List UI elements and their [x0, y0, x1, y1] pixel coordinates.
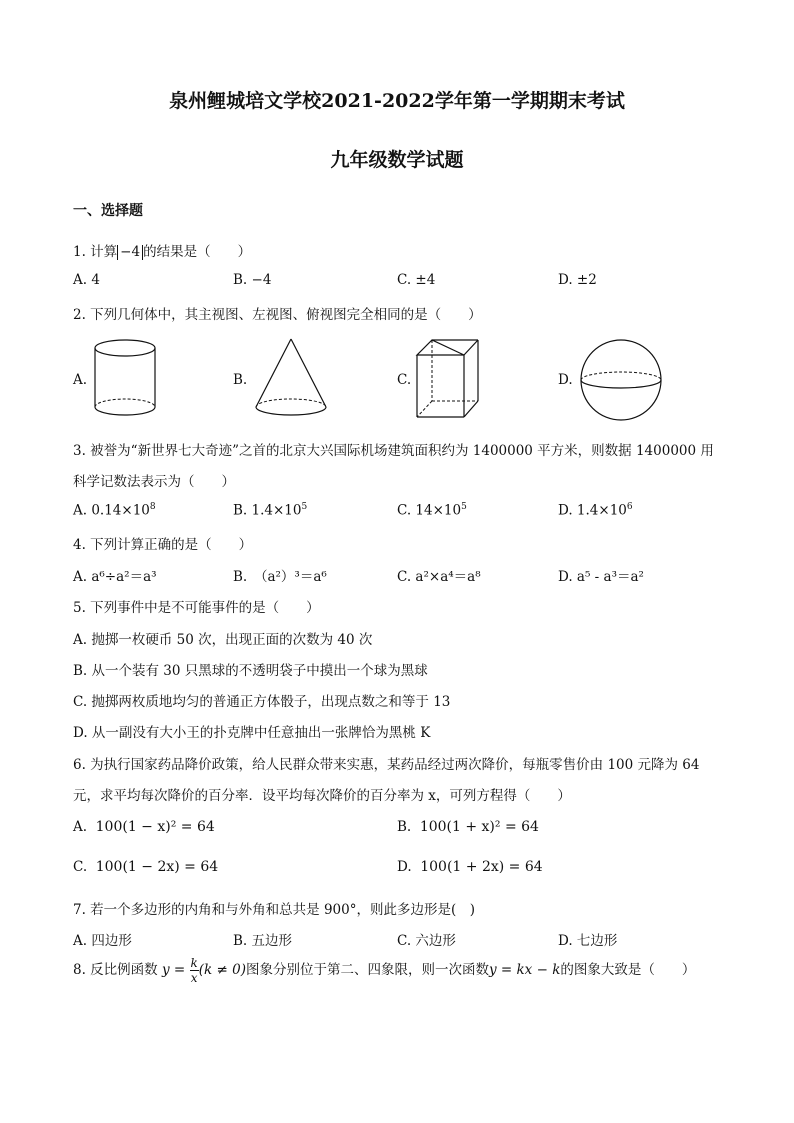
q3-option-d-text: D. 1.4×10 [558, 502, 627, 519]
absolute-value-expression: −4 [117, 245, 143, 260]
q2-option-a-label: A. [73, 372, 88, 388]
q6-option-d-label: D. [397, 859, 412, 875]
sphere-icon [578, 337, 664, 423]
q1-option-c: C. ±4 [397, 272, 436, 288]
question-4: 4. 下列计算正确的是（ ） [73, 537, 253, 553]
question-1-prefix: 1. 计算 [73, 244, 118, 260]
q6-option-a-equation: 100(1 − x)² = 64 [95, 819, 215, 835]
q3-option-b-exponent: 5 [301, 502, 308, 512]
q5-option-c: C. 抛掷两枚质地均匀的普通正方体骰子，出现点数之和等于 13 [73, 694, 451, 710]
q7-option-c: C. 六边形 [397, 933, 456, 949]
q5-option-b: B. 从一个装有 30 只黑球的不透明袋子中摸出一个球为黑球 [73, 663, 428, 679]
q3-option-a [73, 502, 156, 519]
q4-option-a: A. a⁶÷a²＝a³ [73, 569, 157, 585]
question-8-suffix: 的图象大致是（ ） [560, 962, 696, 978]
fraction-k-over-x [190, 956, 199, 985]
q6-option-b-equation: 100(1 + x)² = 64 [419, 819, 539, 835]
question-6-line-2: 元，求平均每次降价的百分率．设平均每次降价的百分率为 x，可列方程得（ ） [73, 788, 571, 804]
q6-option-b-label: B. [397, 819, 412, 835]
fraction-denominator: x [190, 971, 198, 985]
question-1 [73, 240, 251, 260]
section-heading: 一、选择题 [73, 203, 143, 219]
question-8-middle: 图象分别位于第二、四象限，则一次函数 [245, 962, 489, 978]
q1-option-b: B. −4 [233, 272, 272, 288]
q2-option-c-label: C. [397, 372, 412, 388]
q3-option-c [397, 502, 467, 519]
q6-option-d [397, 859, 543, 875]
question-5: 5. 下列事件中是不可能事件的是（ ） [73, 600, 320, 616]
inverse-function-lhs: y = [161, 962, 186, 978]
q3-option-d-exponent: 6 [626, 502, 633, 512]
q3-option-d [558, 502, 633, 519]
question-3-line-1: 3. 被誉为“新世界七大奇迹”之首的北京大兴国际机场建筑面积约为 1400000 平方米，则数据 1400000 用 [73, 443, 714, 459]
q7-option-b: B. 五边形 [233, 933, 293, 949]
q1-option-d: D. ±2 [558, 272, 597, 288]
cone-icon [253, 337, 329, 421]
linear-function: y = kx − k [488, 962, 561, 978]
q3-option-b-text: B. 1.4×10 [233, 502, 302, 519]
fraction-numerator: k [190, 956, 198, 970]
question-6-line-1: 6. 为执行国家药品降价政策，给人民群众带来实惠，某药品经过两次降价，每瓶零售价由 100 元降为 64 [73, 757, 700, 773]
question-2: 2. 下列几何体中，其主视图、左视图、俯视图完全相同的是（ ） [73, 307, 482, 323]
q6-option-a [73, 819, 215, 835]
question-3-line-2: 科学记数法表示为（ ） [73, 474, 235, 490]
question-8 [73, 956, 695, 985]
q3-option-b [233, 502, 307, 519]
cylinder-icon [92, 337, 158, 419]
q6-option-a-label: A. [73, 819, 88, 835]
q3-option-a-text: A. 0.14×10 [73, 502, 150, 519]
q1-option-a: A. 4 [73, 272, 100, 288]
q6-option-b [397, 819, 539, 835]
page-title: 泉州鲤城培文学校2021-2022学年第一学期期末考试 [169, 90, 625, 112]
question-8-prefix: 8. 反比例函数 [73, 962, 158, 978]
q2-option-b-label: B. [233, 372, 248, 388]
q6-option-c [73, 859, 218, 875]
q5-option-d: D. 从一副没有大小王的扑克牌中任意抽出一张牌恰为黑桃 K [73, 725, 431, 741]
q6-option-c-equation: 100(1 − 2x) = 64 [95, 859, 219, 875]
q2-option-d-label: D. [558, 372, 573, 388]
k-condition: (k ≠ 0) [198, 962, 246, 978]
question-1-suffix: 的结果是（ ） [143, 244, 252, 260]
question-7: 7. 若一个多边形的内角和与外角和总共是 900°，则此多边形是( ) [73, 902, 476, 918]
q6-option-d-equation: 100(1 + 2x) = 64 [420, 859, 543, 875]
q5-option-a: A. 抛掷一枚硬币 50 次，出现正面的次数为 40 次 [73, 632, 373, 648]
q4-option-d: D. a⁵ - a³＝a² [558, 569, 644, 585]
q4-option-b: B. （a²）³＝a⁶ [233, 569, 327, 585]
q4-option-c: C. a²×a⁴＝a⁸ [397, 569, 481, 585]
q3-option-a-exponent: 8 [149, 502, 156, 512]
triangular-prism-icon [414, 337, 482, 421]
page-subtitle: 九年级数学试题 [330, 149, 464, 171]
q3-option-c-text: C. 14×10 [397, 502, 462, 519]
q7-option-a: A. 四边形 [73, 933, 132, 949]
q7-option-d: D. 七边形 [558, 933, 618, 949]
q3-option-c-exponent: 5 [461, 502, 467, 512]
q6-option-c-label: C. [73, 859, 88, 875]
